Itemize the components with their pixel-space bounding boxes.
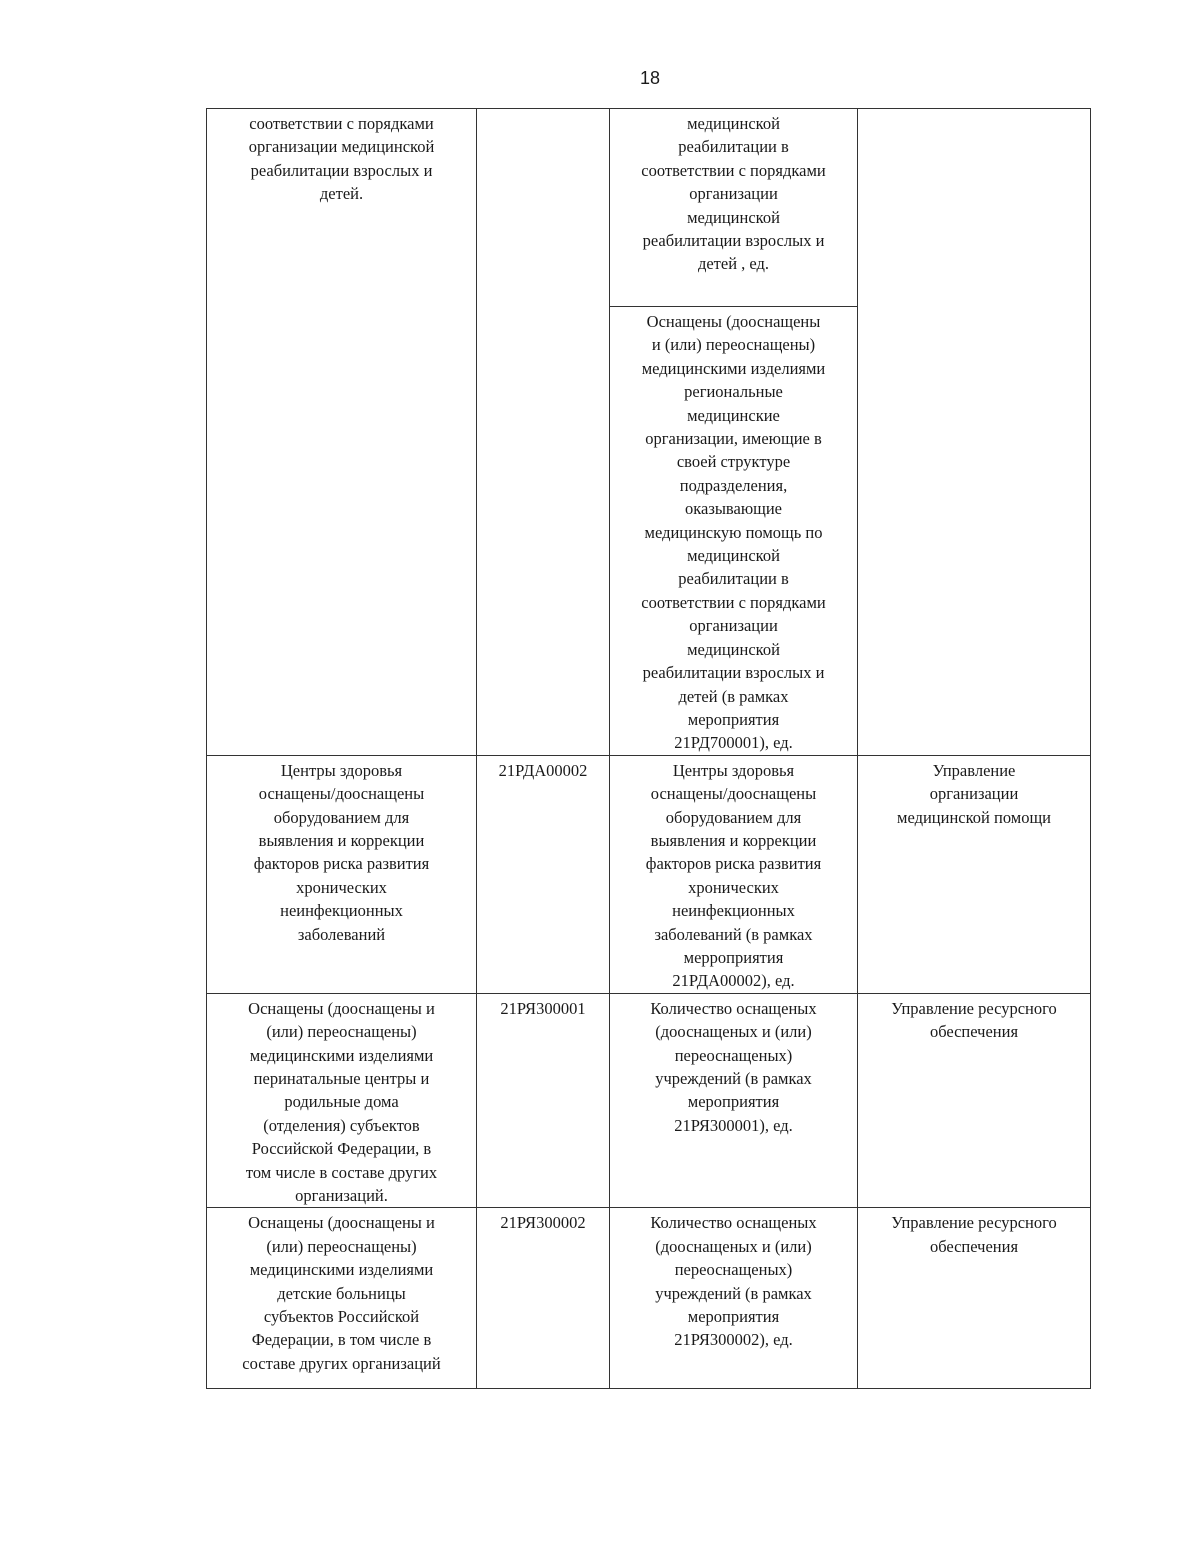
indicator-cell: Количество оснащеных (дооснащеных и (или) переоснащеных) учреждений (в рамках мероприятия 21РЯ300002), ед.	[610, 1208, 858, 1389]
task-cell: соответствии с порядками организации медицинской реабилитации взрослых и детей.	[207, 109, 477, 756]
responsible-cell: Управление ресурсного обеспечения	[858, 1208, 1091, 1389]
responsible-cell: Управление организации медицинской помощи	[858, 755, 1091, 993]
code-cell: 21РЯ300002	[477, 1208, 610, 1389]
table-row	[207, 109, 1091, 307]
indicator-cell: Оснащены (дооснащены и (или) переоснащены) медицинскими изделиями региональные медицинские организации, имеющие в своей структуре подразделения, оказывающие медицинскую помощь по медицинской реабилитации в соответствии с порядками организации медицинской реабилитации взрослых и детей (в рамках мероприятия 21РД700001), ед.	[610, 307, 858, 756]
table-row	[207, 1208, 1091, 1389]
table-row	[207, 755, 1091, 993]
code-cell: 21РЯ300001	[477, 993, 610, 1208]
indicator-cell: Количество оснащеных (дооснащеных и (или) переоснащеных) учреждений (в рамках мероприятия 21РЯ300001), ед.	[610, 993, 858, 1208]
indicator-cell: медицинской реабилитации в соответствии с порядками организации медицинской реабилитации взрослых и детей , ед.	[610, 109, 858, 307]
responsible-cell: Управление ресурсного обеспечения	[858, 993, 1091, 1208]
task-cell: Оснащены (дооснащены и (или) переоснащены) медицинскими изделиями детские больницы субъектов Российской Федерации, в том числе в составе других организаций	[207, 1208, 477, 1389]
code-cell: 21РДА00002	[477, 755, 610, 993]
table-row	[207, 993, 1091, 1208]
activities-table	[206, 108, 1091, 1389]
code-cell	[477, 109, 610, 756]
page-number: 18	[639, 68, 661, 88]
responsible-cell	[858, 109, 1091, 756]
indicator-cell: Центры здоровья оснащены/дооснащены оборудованием для выявления и коррекции факторов риска развития хронических неинфекционных заболеваний (в рамках мерроприятия 21РДА00002), ед.	[610, 755, 858, 993]
task-cell: Центры здоровья оснащены/дооснащены оборудованием для выявления и коррекции факторов риска развития хронических неинфекционных заболеваний	[207, 755, 477, 993]
task-cell: Оснащены (дооснащены и (или) переоснащены) медицинскими изделиями перинатальные центры и родильные дома (отделения) субъектов Российской Федерации, в том числе в составе других организаций.	[207, 993, 477, 1208]
